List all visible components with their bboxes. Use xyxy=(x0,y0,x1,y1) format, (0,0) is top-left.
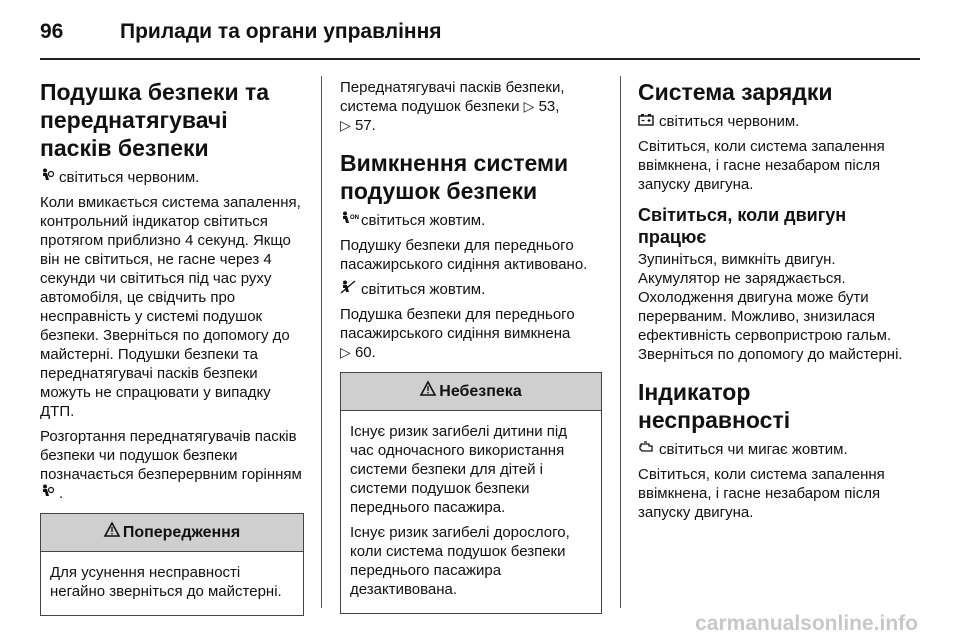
page-number: 96 xyxy=(40,20,64,43)
paragraph: Подушка безпеки для переднього пасажирського сидіння вимкнена ▷ 60. xyxy=(340,306,575,361)
warning-triangle-icon xyxy=(420,373,436,410)
airbag-seatbelt-icon xyxy=(40,484,54,503)
warning-box xyxy=(40,513,304,616)
danger-box-header: Небезпека xyxy=(341,373,601,411)
paragraph: Коли вмикається система запалення, контрольний індикатор світиться протягом приблизно 4 секунд. Якщо він не світиться, не гасне через 4 секунди чи світиться під час руху автомобіля, це свідчить про несправність у системі подушок безпеки. Зверніться по допомогу до майстерні. Подушки безпеки та переднатягувачі пасків безпеки можуть не спрацювати у випадку ДТП. xyxy=(40,194,301,420)
section-heading: Подушка безпеки та переднатягувачі пасків безпеки xyxy=(40,79,270,161)
column-airbag-deactivation xyxy=(340,78,602,614)
reference-arrow-icon: ▷ xyxy=(523,98,535,114)
paragraph: Світиться, коли система запалення ввімкнена, і гасне незабаром після запуску двигуна. xyxy=(638,138,885,193)
engine-check-icon xyxy=(638,440,654,459)
warning-text: Для усунення несправності негайно зверніться до майстерні. xyxy=(50,564,282,600)
cross-reference: Переднатягувачі пасків безпеки, система подушок безпеки ▷ 53, ▷ 57. xyxy=(340,79,565,134)
section-heading: Вимкнення системи подушок безпеки xyxy=(340,150,569,204)
danger-box xyxy=(340,372,602,614)
indicator-line: ON світиться жовтим. xyxy=(340,211,602,230)
warning-box-header: Попередження xyxy=(41,514,303,552)
indicator-line: світиться чи мигає жовтим. xyxy=(638,440,908,459)
warning-triangle-icon xyxy=(104,514,120,551)
reference-arrow-icon: ▷ xyxy=(340,344,351,360)
passenger-airbag-on-icon xyxy=(340,211,359,230)
passenger-airbag-off-icon xyxy=(340,280,356,299)
paragraph: Світиться, коли система запалення ввімкнена, і гасне незабаром після запуску двигуна. xyxy=(638,466,885,521)
airbag-seatbelt-icon xyxy=(40,168,54,187)
battery-icon xyxy=(638,112,654,131)
section-heading: Система зарядки xyxy=(638,79,833,105)
watermark: carmanualsonline.info xyxy=(695,612,918,635)
reference-arrow-icon: ▷ xyxy=(340,117,351,133)
indicator-line xyxy=(40,168,304,187)
svg-text:ON: ON xyxy=(350,215,359,221)
warning-box-body xyxy=(41,552,303,615)
indicator-text: світиться червоним. xyxy=(59,169,200,186)
running-title: Прилади та органи управління xyxy=(120,20,442,43)
page-header xyxy=(40,14,920,54)
indicator-line: світиться жовтим. xyxy=(340,280,602,299)
paragraph: Подушку безпеки для переднього пасажирського сидіння активовано. xyxy=(340,237,588,273)
danger-box-body xyxy=(341,411,601,613)
paragraph: Розгортання переднатягувачів пасків безпеки чи подушок безпеки позначається безперервним горінням . xyxy=(40,428,302,502)
section-heading: Індикатор несправності xyxy=(638,379,791,433)
indicator-line: світиться червоним. xyxy=(638,112,908,131)
column-airbag xyxy=(40,78,304,616)
danger-text: Існує ризик загибелі дорослого, коли система подушок безпеки переднього пасажира дезактивована. xyxy=(350,524,570,598)
danger-text: Існує ризик загибелі дитини під час одночасного використання системи безпеки для дітей і системи подушок безпеки переднього пасажира. xyxy=(350,423,567,516)
header-rule xyxy=(40,58,920,60)
subsection-heading: Світиться, коли двигун працює xyxy=(638,205,847,247)
paragraph: Зупиніться, вимкніть двигун. Акумулятор не заряджається. Охолодження двигуна може бути перерваним. Можливо, знизилася ефективність сервопристрою гальм. Зверніться по допомогу до майстерні. xyxy=(638,251,903,363)
column-divider xyxy=(321,76,322,608)
column-divider xyxy=(620,76,621,608)
column-charging xyxy=(638,78,908,528)
